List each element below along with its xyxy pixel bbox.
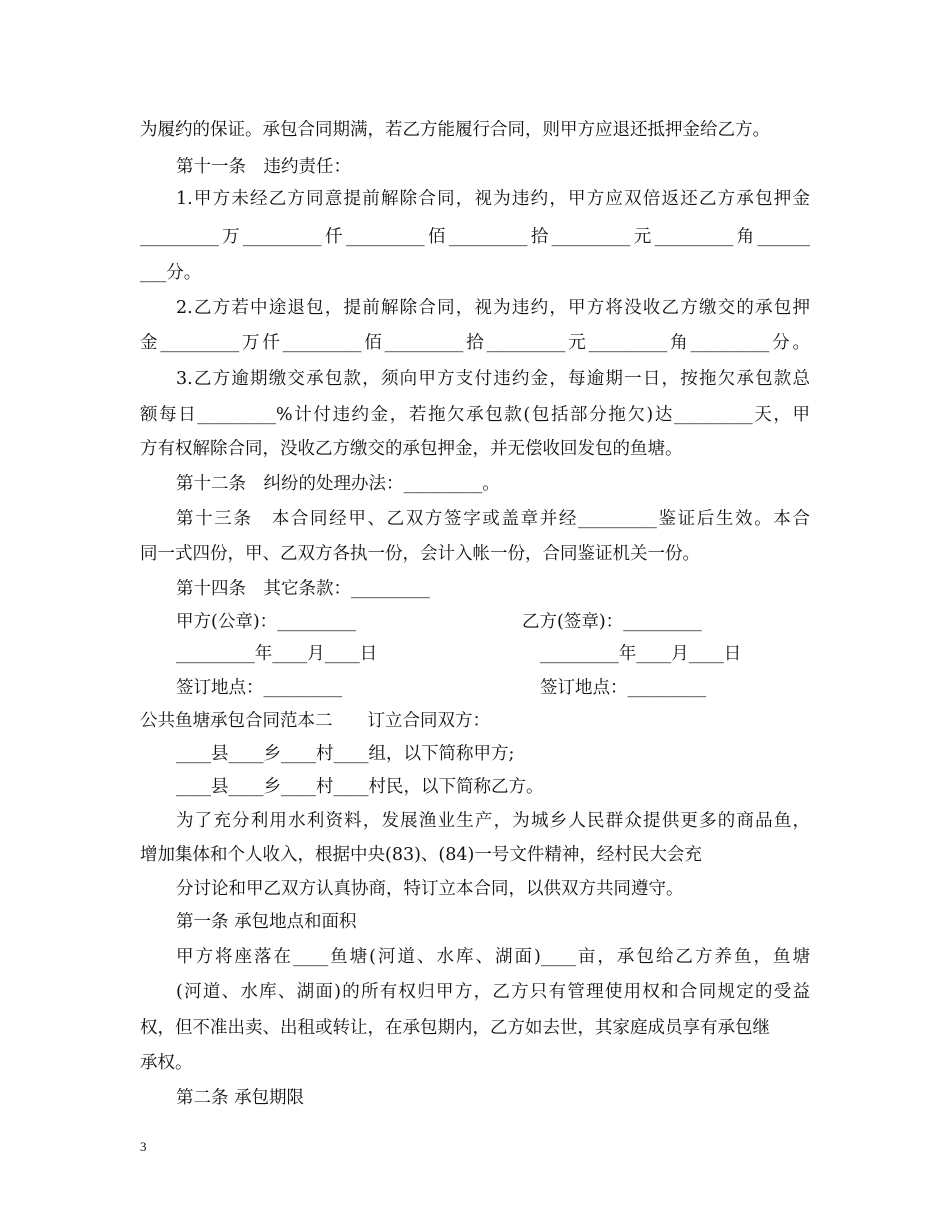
signature-row-place [140, 675, 810, 701]
paragraph-line: 金_________万仟_________佰_________拾_________元_________角_________分。 [140, 333, 810, 353]
paragraph-line: ___分。 [140, 263, 202, 283]
page-number: 3 [140, 1139, 147, 1154]
party-b-seal: 乙方(签章)：_________ [522, 612, 702, 632]
article-heading: 第十二条 纠纷的处理办法：_________。 [176, 474, 500, 494]
paragraph-line: ____县____乡____村____组，以下简称甲方; [176, 744, 515, 764]
paragraph-line: _________万_________仟_________佰_________拾_________元_________角______ [140, 227, 810, 247]
paragraph-line: 第十三条 本合同经甲、乙双方签字或盖章并经_________鉴证后生效。本合 [176, 509, 810, 529]
paragraph-line: 3.乙方逾期缴交承包款，须向甲方支付违约金，每逾期一日，按拖欠承包款总 [176, 369, 810, 389]
party-a-seal: 甲方(公章)：_________ [176, 612, 356, 632]
signature-row-seal [140, 609, 810, 635]
party-a-date: _________年____月____日 [176, 644, 378, 664]
section-title: 公共鱼塘承包合同范本二 订立合同双方： [140, 711, 490, 731]
article-heading: 第二条 承包期限 [176, 1088, 305, 1108]
paragraph-line: 额每日_________%计付违约金，若拖欠承包款(包括部分拖欠)达_________天，甲 [140, 405, 810, 425]
article-heading: 第十四条 其它条款：_________ [176, 579, 430, 599]
paragraph-line: 增加集体和个人收入，根据中央(83)、(84)一号文件精神，经村民大会充 [140, 845, 702, 865]
paragraph-line: 为了充分利用水利资料，发展渔业生产，为城乡人民群众提供更多的商品鱼， [176, 811, 810, 831]
party-b-place: 签订地点：_________ [540, 678, 707, 698]
article-heading: 第十一条 违约责任： [176, 157, 351, 177]
paragraph-line: ____县____乡____村____村民，以下简称乙方。 [176, 777, 544, 797]
article-heading: 第一条 承包地点和面积 [176, 912, 357, 932]
paragraph-line: 1.甲方未经乙方同意提前解除合同，视为违约，甲方应双倍返还乙方承包押金 [176, 189, 810, 209]
paragraph-line: 方有权解除合同，没收乙方缴交的承包押金，并无偿收回发包的鱼塘。 [140, 439, 683, 459]
paragraph-line: 为履约的保证。承包合同期满，若乙方能履行合同，则甲方应退还抵押金给乙方。 [140, 120, 770, 140]
party-b-date: _________年____月____日 [540, 644, 742, 664]
party-a-place: 签订地点：_________ [176, 678, 343, 698]
signature-row-date [140, 641, 810, 667]
paragraph-line: 权，但不准出卖、出租或转让，在承包期内，乙方如去世，其家庭成员享有承包继 [140, 1018, 770, 1038]
paragraph-line: 分讨论和甲乙双方认真协商，特订立本合同，以供双方共同遵守。 [176, 879, 684, 899]
paragraph-line: 承权。 [140, 1053, 193, 1073]
paragraph-line: 甲方将座落在____鱼塘(河道、水库、湖面)____亩，承包给乙方养鱼，鱼塘 [176, 947, 810, 967]
paragraph-line: 2.乙方若中途退包，提前解除合同，视为违约，甲方将没收乙方缴交的承包押 [176, 298, 810, 318]
paragraph-line: 同一式四份，甲、乙双方各执一份，会计入帐一份，合同鉴证机关一份。 [140, 544, 700, 564]
paragraph-line: (河道、水库、湖面)的所有权归甲方，乙方只有管理使用权和合同规定的受益 [176, 982, 810, 1002]
